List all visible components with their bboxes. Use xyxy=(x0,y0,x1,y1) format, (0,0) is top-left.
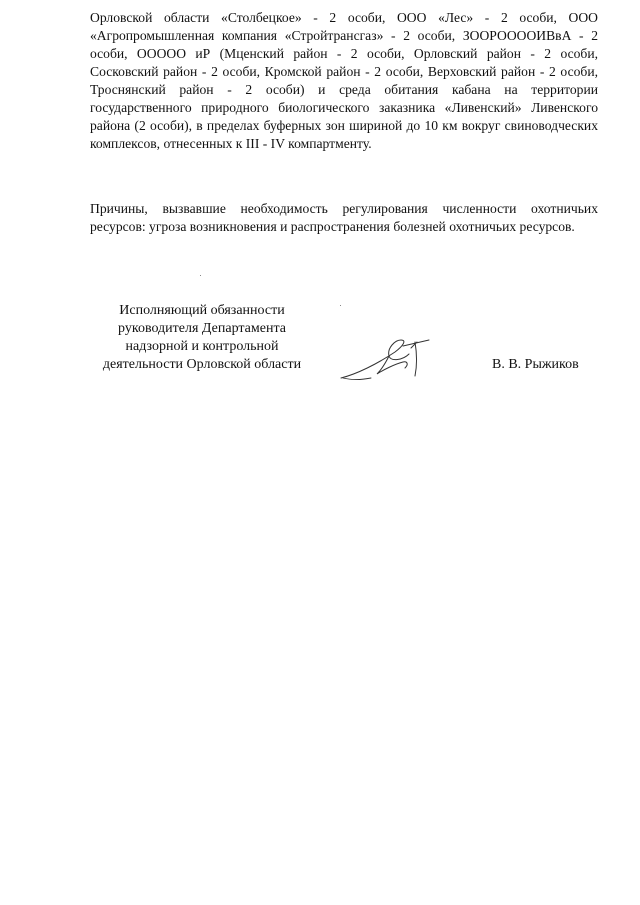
position-line-3: надзорной и контрольной xyxy=(125,339,279,354)
position-line-1: Исполняющий обязанности xyxy=(119,303,285,318)
position-line-2: руководителя Департамента xyxy=(118,321,286,336)
signatory-position xyxy=(96,302,308,374)
position-line-4: деятельности Орловской области xyxy=(102,357,302,372)
body-paragraph-2: Причины, вызвавшие необходимость регулирования численности охотничьих ресурсов: угроза возникновения и распространения болезней охотничьих ресурсов. xyxy=(90,201,598,234)
scan-speck xyxy=(340,305,341,306)
signer-name: В. В. Рыжиков xyxy=(492,357,579,372)
handwritten-signature-icon xyxy=(337,334,433,382)
body-paragraph-1: Орловской области «Столбецкое» - 2 особи, ООО «Лес» - 2 особи, ООО «Агропромышленная компания «Стройтрансгаз» - 2 особи, ЗООРООООИВвА - 2 особи, ООООО иР (Мценский район - 2 особи, Орловский район - 2 особи, Сосковский район - 2 особи, Кромской район - 2 особи, Верховский район - 2 особи, Троснянский район - 2 особи) и среда обитания кабана на территории государственного природного биологического заказника «Ливенский» Ливенского района (2 особи), в пределах буферных зон шириной до 10 км вокруг свиноводческих комплексов, отнесенных к III - IV компартменту. xyxy=(90,10,598,151)
scan-speck xyxy=(200,275,201,276)
